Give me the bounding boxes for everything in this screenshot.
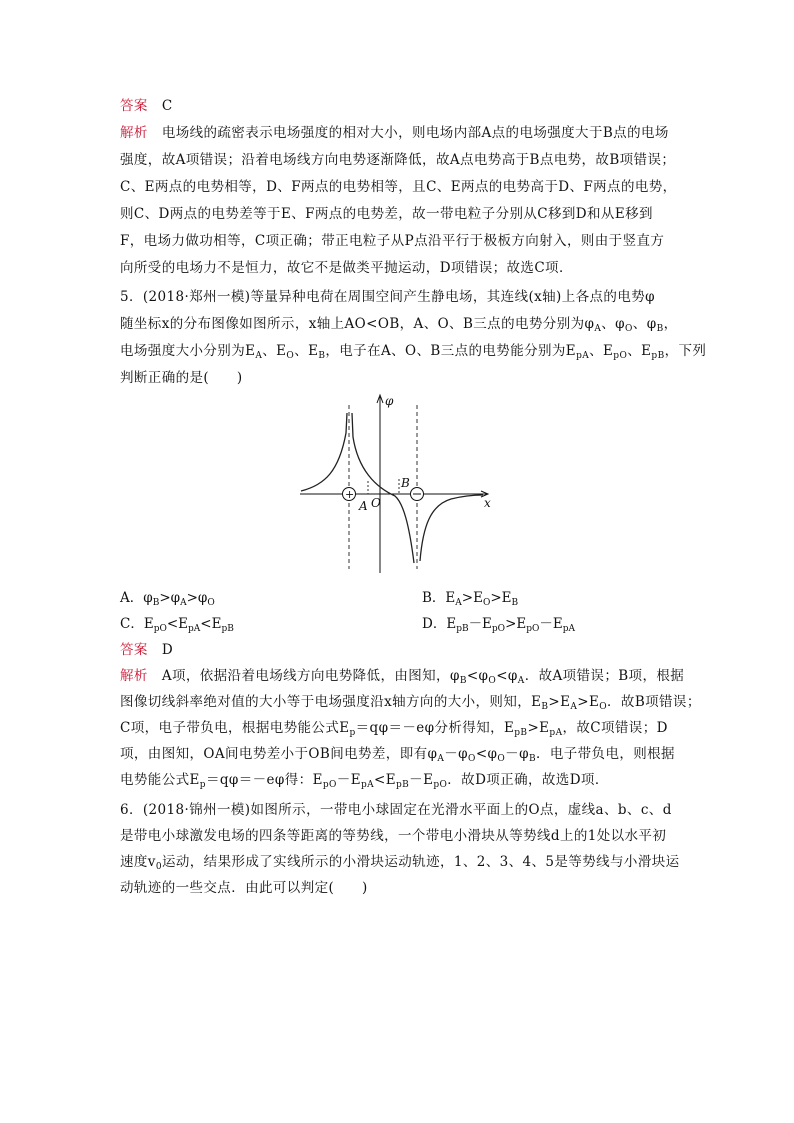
option-text: C．E: [120, 616, 154, 632]
point-label-b: B: [401, 476, 410, 490]
q6-stem-line-2: 是带电小球激发电场的四条等距离的等势线，一个带电小滑块从等势线d上的1处以水平初: [120, 828, 667, 844]
stem-text: ，电子在A、O、B三点的电势能分别为E: [325, 343, 577, 359]
subscript: O: [599, 702, 608, 712]
answer-label: 答案: [120, 98, 148, 114]
option-text: <E: [166, 616, 188, 632]
subscript: pO: [322, 780, 337, 790]
subscript: O: [468, 754, 476, 764]
analysis-text: ＝qφ＝－eφ分析得知，E: [355, 720, 515, 736]
subscript: 0: [155, 862, 162, 872]
option-a: [120, 588, 215, 613]
subscript: A: [455, 598, 462, 608]
point-label-a: A: [359, 499, 368, 513]
q4-analysis-line-6: 向所受的电场力不是恒力，故它不是做类平抛运动，D项错误；故选C项．: [120, 260, 573, 276]
q4-analysis-line-1: [120, 123, 680, 143]
subscript: O: [488, 676, 497, 686]
subscript: pB: [514, 728, 528, 738]
option-text: B．E: [422, 590, 456, 606]
analysis-text: 电势能公式E: [120, 772, 200, 788]
analysis-text: ．电子带负电，则根据: [535, 746, 675, 762]
subscript: pB: [395, 780, 410, 790]
subscript: A: [437, 754, 445, 764]
point-label-o: O: [371, 496, 381, 510]
q6-stem-line-4: 动轨迹的一些交点．由此可以判定( ): [120, 880, 368, 896]
option-text: －E: [468, 616, 492, 632]
subscript: B: [656, 324, 664, 334]
subscript: pO: [613, 351, 628, 361]
analysis-text: －E: [409, 772, 434, 788]
analysis-text: <φ: [466, 668, 489, 684]
analysis-text: －φ: [444, 746, 469, 762]
subscript: A: [517, 676, 525, 686]
stem-text: 、E: [262, 343, 287, 359]
subscript: O: [207, 598, 215, 608]
q5-answer-line: [120, 640, 680, 660]
potential-curve-left: [301, 413, 347, 491]
stem-text: 随坐标x的分布图像如图所示，x轴上AO<OB，A、O、B三点的电势分别为φ: [120, 316, 595, 332]
subscript: A: [255, 351, 263, 361]
subscript: pB: [221, 624, 234, 634]
subscript: pO: [526, 624, 540, 634]
subscript: O: [497, 754, 506, 764]
option-text: >E: [505, 616, 527, 632]
q5-analysis-line-2: [120, 692, 701, 717]
stem-text: 、φ: [601, 316, 626, 332]
stem-text: 、E: [627, 343, 652, 359]
analysis-text: ．故B项错误；: [607, 694, 701, 710]
analysis-text: <E: [374, 772, 396, 788]
analysis-text: 图像切线斜率绝对值的大小等于电场强度沿x轴方向的大小，则知，E: [120, 694, 542, 710]
stem-text: ，: [663, 316, 678, 332]
option-text: >φ: [159, 590, 181, 606]
subscript: O: [482, 598, 491, 608]
q5-stem-line-2: [120, 314, 680, 339]
analysis-label: 解析: [120, 125, 148, 141]
analysis-text: >E: [548, 694, 571, 710]
subscript: A: [594, 324, 602, 334]
option-text: <E: [200, 616, 222, 632]
answer-value: D: [161, 642, 174, 658]
subscript: pO: [153, 624, 167, 634]
option-text: >E: [461, 590, 483, 606]
q5-analysis-line-1: [120, 666, 685, 691]
subscript: B: [528, 754, 536, 764]
q4-analysis-line-4: 则C、D两点的电势差等于E、F两点的电势差，故一带电粒子分别从C移到D和从E移到: [120, 206, 653, 222]
subscript: pA: [188, 624, 201, 634]
q4-answer-line: [120, 96, 680, 116]
option-text: D．E: [422, 616, 457, 632]
subscript: pA: [360, 780, 375, 790]
subscript: B: [511, 598, 519, 608]
option-c: [120, 614, 234, 639]
subscript: pA: [549, 728, 563, 738]
analysis-text: >E: [577, 694, 600, 710]
analysis-text: ＝qφ＝－eφ得：E: [205, 772, 323, 788]
subscript: A: [570, 702, 578, 712]
potential-curve-right: [420, 495, 483, 561]
q5-analysis-line-3: [120, 718, 680, 743]
subscript: pO: [491, 624, 506, 634]
option-d: [422, 614, 575, 639]
option-text: >E: [490, 590, 512, 606]
q6-stem-line-3: [120, 852, 680, 877]
analysis-text: 项，由图知，OA间电势差小于OB间电势差，即有φ: [120, 746, 438, 762]
analysis-text: A项，依据沿着电场线方向电势降低，由图知，φ: [161, 668, 460, 684]
analysis-text: －φ: [505, 746, 529, 762]
subscript: pB: [456, 624, 469, 634]
q5-stem-line-1: 5．(2018·郑州一模)等量异种电荷在周围空间产生静电场，其连线(x轴)上各点的电势φ: [120, 289, 655, 305]
stem-text: 、E: [294, 343, 319, 359]
subscript: O: [625, 324, 633, 334]
subscript: pA: [562, 624, 575, 634]
q5-analysis-line-4: [120, 744, 680, 769]
analysis-text: <φ: [475, 746, 498, 762]
q6-stem-line-1: 6．(2018·锦州一模)如图所示，一带电小球固定在光滑水平面上的O点，虚线a、b、c、d: [120, 802, 672, 818]
analysis-label: 解析: [120, 668, 148, 684]
answer-value: C: [161, 98, 173, 114]
q4-analysis-line-3: C、E两点的电势相等，D、F两点的电势相等，且C、E两点的电势高于D、F两点的电势，: [120, 179, 677, 195]
analysis-text: >E: [527, 720, 550, 736]
analysis-text: <φ: [496, 668, 518, 684]
q4-analysis-line-2: 强度，故A项错误；沿着电场线方向电势逐渐降低，故A点电势高于B点电势，故B项错误；: [120, 152, 676, 168]
stem-text: 、E: [589, 343, 614, 359]
subscript: B: [152, 598, 160, 608]
subscript: O: [286, 351, 295, 361]
subscript: B: [459, 676, 467, 686]
answer-label: 答案: [120, 642, 148, 658]
analysis-text: －E: [336, 772, 361, 788]
subscript: p: [349, 728, 356, 738]
analysis-text: C项，电子带负电，根据电势能公式E: [120, 720, 350, 736]
axis-label-x: x: [484, 496, 491, 510]
subscript: B: [541, 702, 549, 712]
q5-stem-line-4: 判断正确的是( ): [120, 370, 243, 386]
potential-graph-figure: [295, 393, 495, 575]
positive-charge-sign: +: [345, 488, 355, 501]
option-text: A．φ: [120, 590, 153, 606]
subscript: A: [180, 598, 187, 608]
subscript: p: [199, 780, 206, 790]
option-b: [422, 588, 518, 613]
option-text: >φ: [186, 590, 208, 606]
stem-text: ，下列: [664, 343, 707, 359]
option-text: －E: [539, 616, 563, 632]
q5-analysis-line-5: [120, 770, 680, 795]
subscript: pA: [576, 351, 590, 361]
subscript: pO: [433, 780, 448, 790]
analysis-text: ．故A项错误；B项，根据: [524, 668, 685, 684]
stem-text: 速度v: [120, 854, 156, 870]
subscript: pB: [651, 351, 665, 361]
axis-label-y: φ: [385, 394, 394, 408]
q4-analysis-line-5: F，电场力做功相等，C项正确；带正电粒子从P点沿平行于极板方向射入，则由于竖直方: [120, 233, 665, 249]
analysis-text: ．故D项正确，故选D项．: [447, 772, 609, 788]
q5-stem-line-3: [120, 341, 707, 366]
analysis-text: 电场线的疏密表示电场强度的相对大小，则电场内部A点的电场强度大于B点的电场: [161, 125, 669, 141]
subscript: B: [318, 351, 326, 361]
analysis-text: ，故C项错误；D: [562, 720, 668, 736]
stem-text: 电场强度大小分别为E: [120, 343, 256, 359]
stem-text: 、φ: [632, 316, 657, 332]
stem-text: 运动，结果形成了实线所示的小滑块运动轨迹，1、2、3、4、5是等势线与小滑块运: [161, 854, 680, 870]
